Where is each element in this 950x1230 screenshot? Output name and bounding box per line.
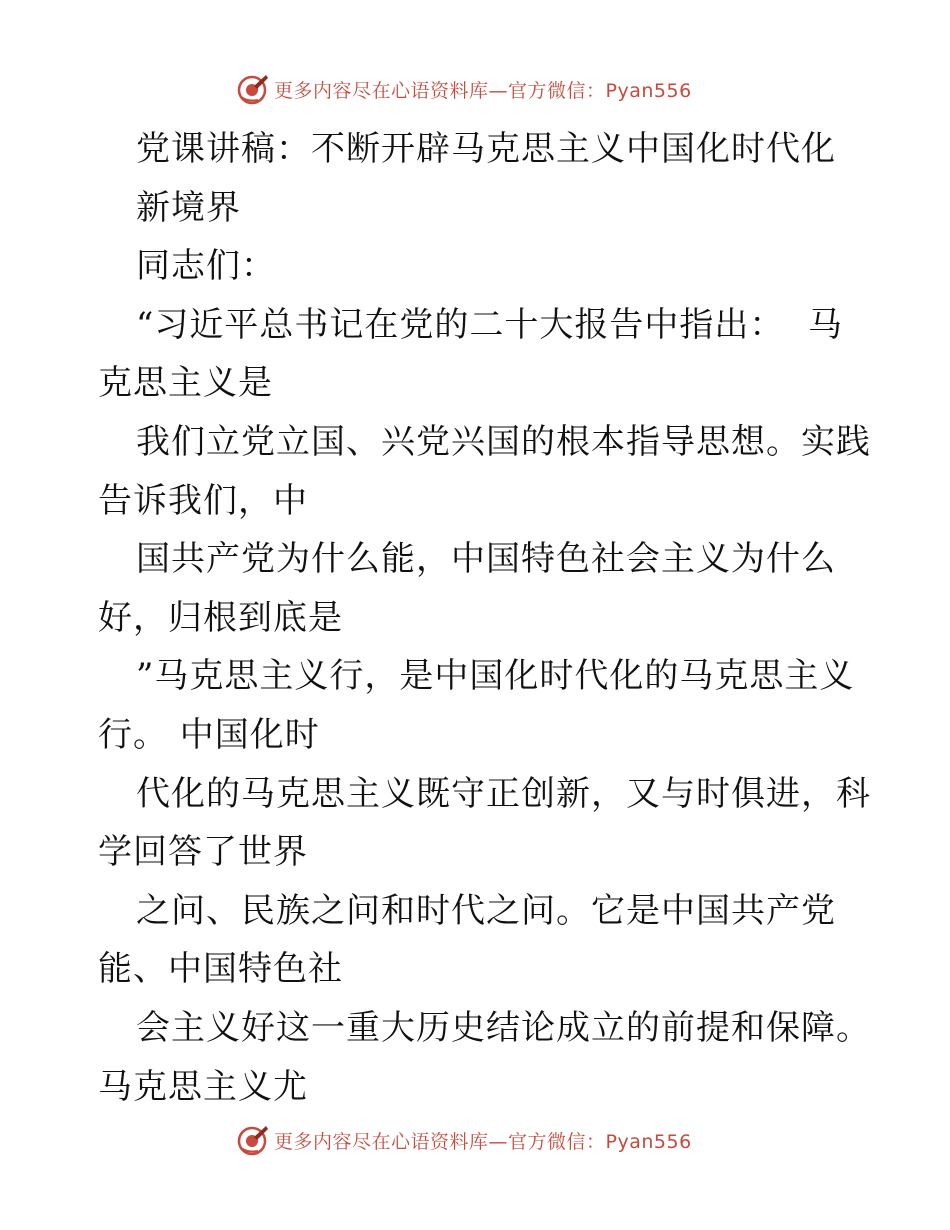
document-title-line-2: 新境界 — [136, 187, 241, 228]
document-title-line-1: 党课讲稿：不断开辟马克思主义中国化时代化 — [136, 129, 836, 169]
body-line: 之问、民族之问和时代之问。它是中国共产党 — [136, 890, 836, 931]
body-line: 国共产党为什么能，中国特色社会主义为什么 — [136, 539, 836, 580]
body-line: 行。 中国化时 — [98, 714, 320, 755]
footer-watermark — [236, 1123, 692, 1157]
body-line: 马克思主义尤 — [98, 1066, 308, 1107]
body-line: 代化的马克思主义既守正创新，又与时俱进，科 — [136, 773, 871, 814]
body-line: 告诉我们，中 — [98, 480, 308, 521]
header-watermark-text: 更多内容尽在心语资料库—官方微信：Pyan556 — [274, 79, 692, 102]
body-line: 我们立党立国、兴党兴国的根本指导思想。实践 — [136, 421, 871, 462]
salutation: 同志们： — [136, 246, 276, 287]
header-watermark — [236, 72, 692, 106]
pen-nib-circle-icon — [236, 1123, 270, 1157]
body-line: 克思主义是 — [98, 363, 273, 404]
body-line: 学回答了世界 — [98, 832, 308, 873]
pen-nib-circle-icon — [236, 72, 270, 106]
body-line: 好，归根到底是 — [98, 597, 343, 638]
body-line: “习近平总书记在党的二十大报告中指出： 马 — [136, 304, 843, 345]
footer-watermark-text: 更多内容尽在心语资料库—官方微信：Pyan556 — [274, 1130, 692, 1153]
body-line: ”马克思主义行，是中国化时代化的马克思主义 — [136, 656, 855, 697]
document-body — [98, 120, 871, 1116]
body-line: 会主义好这一重大历史结论成立的前提和保障。 — [136, 1007, 871, 1048]
body-line: 能、中国特色社 — [98, 949, 343, 990]
